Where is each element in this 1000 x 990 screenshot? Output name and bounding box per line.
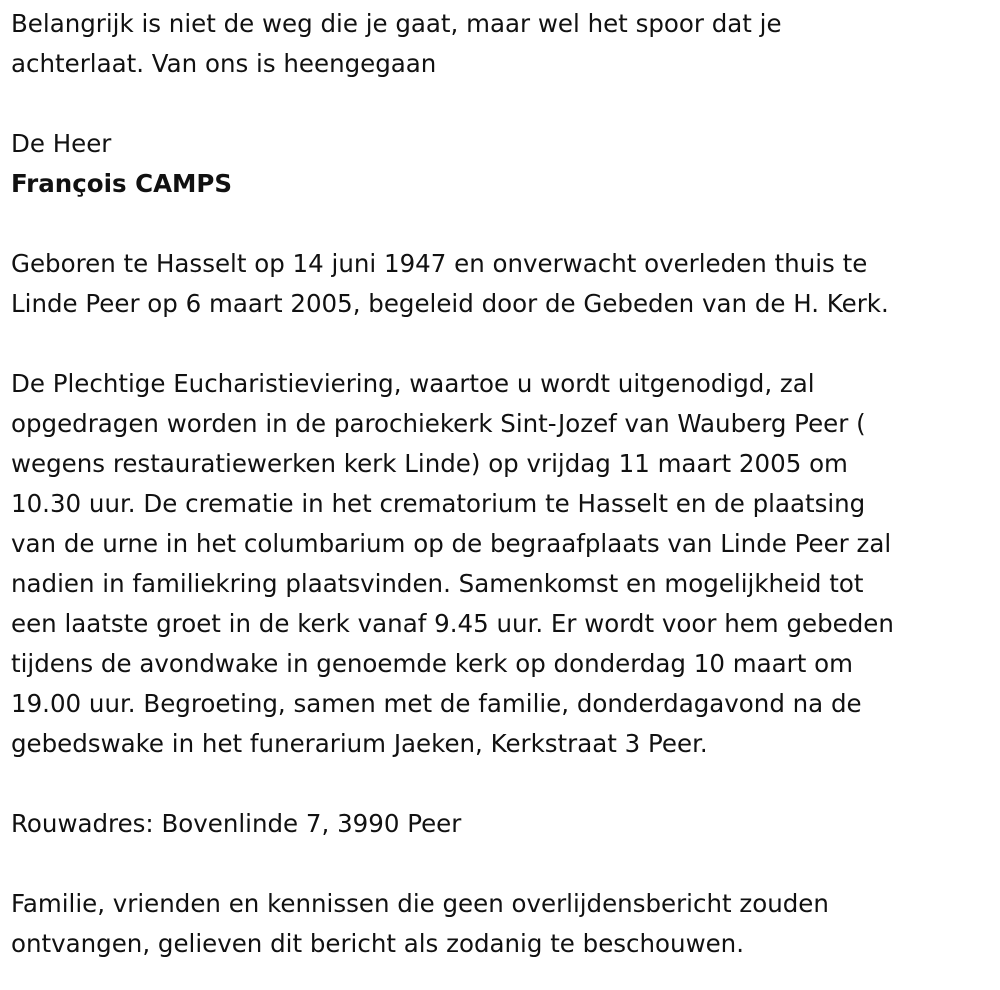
ceremony-line: 19.00 uur. Begroeting, samen met de familie, donderdagavond na de: [11, 689, 862, 718]
ceremony-line: 10.30 uur. De crematie in het crematorium te Hasselt en de plaatsing: [11, 489, 866, 518]
ceremony-line: tijdens de avondwake in genoemde kerk op donderdag 10 maart om: [11, 649, 853, 678]
mourning-address: Rouwadres: Bovenlinde 7, 3990 Peer: [11, 809, 462, 838]
ceremony-line: een laatste groet in de kerk vanaf 9.45 uur. Er wordt voor hem gebeden: [11, 609, 894, 638]
ceremony-line: gebedswake in het funerarium Jaeken, Kerkstraat 3 Peer.: [11, 729, 708, 758]
closing-line-2: ontvangen, gelieven dit bericht als zodanig te beschouwen.: [11, 929, 745, 958]
birth-death-line-1: Geboren te Hasselt op 14 juni 1947 en onverwacht overleden thuis te: [11, 249, 868, 278]
ceremony-line: wegens restauratiewerken kerk Linde) op vrijdag 11 maart 2005 om: [11, 449, 848, 478]
deceased-name: François CAMPS: [11, 169, 233, 198]
salutation: De Heer: [11, 129, 112, 158]
spacer: [11, 204, 1000, 244]
spacer: [11, 84, 1000, 124]
spacer: [11, 764, 1000, 804]
ceremony-line: van de urne in het columbarium op de begraafplaats van Linde Peer zal: [11, 529, 892, 558]
ceremony-line: nadien in familiekring plaatsvinden. Samenkomst en mogelijkheid tot: [11, 569, 864, 598]
ceremony-line: opgedragen worden in de parochiekerk Sint-Jozef van Wauberg Peer (: [11, 409, 866, 438]
birth-death-line-2: Linde Peer op 6 maart 2005, begeleid door de Gebeden van de H. Kerk.: [11, 289, 889, 318]
spacer: [11, 324, 1000, 364]
intro-line-1: Belangrijk is niet de weg die je gaat, maar wel het spoor dat je: [11, 9, 782, 38]
spacer: [11, 844, 1000, 884]
closing-line-1: Familie, vrienden en kennissen die geen overlijdensbericht zouden: [11, 889, 829, 918]
intro-line-2: achterlaat. Van ons is heengegaan: [11, 49, 437, 78]
ceremony-line: De Plechtige Eucharistieviering, waartoe u wordt uitgenodigd, zal: [11, 369, 815, 398]
